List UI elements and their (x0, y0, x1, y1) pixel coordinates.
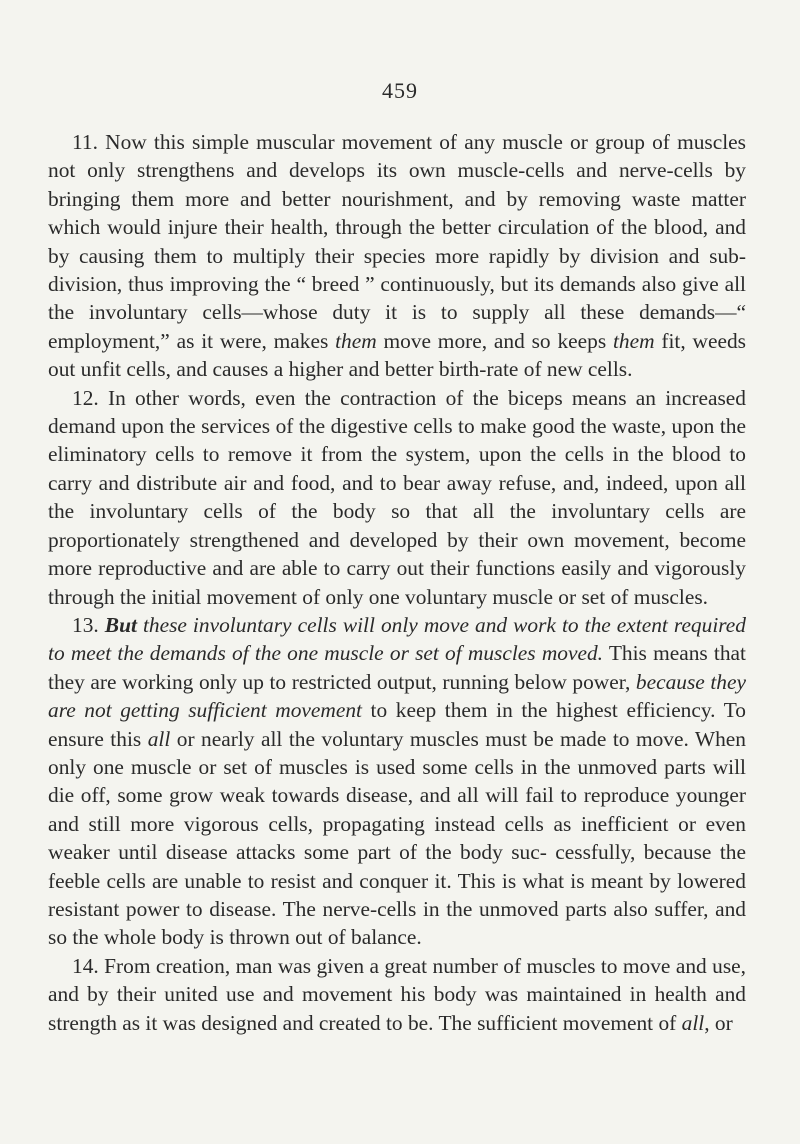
page-number: 459 (382, 78, 418, 103)
italic-text: them (612, 328, 655, 353)
body-text: From creation, man was given a great number of muscles to move and use, and by their united use and movement his body was maintained in health and strength as it was designed and created to be. The sufficient movement of (48, 953, 746, 1035)
paragraph-number: 13. (72, 612, 99, 637)
body-text: Now this simple muscular movement of any muscle or group of muscles not only strengthens and develops its own muscle-cells and nerve-cells by bringing them more and better nourishment, and by removing waste matter which would injure their health, through the better circulation of the blood, and by causing them to multiply their species more rapidly by division and sub-division, thus improving the “ breed ” continuously, but its demands also give all the involuntary cells—whose duty it is to supply all these demands—“ employment,” as it were, makes (48, 130, 746, 353)
paragraph-number: 12. (72, 385, 99, 410)
body-text: , or (704, 1010, 733, 1035)
body-text: move more, and so keeps (376, 328, 613, 353)
italic-text: these involuntary cells will only move and work to the extent required to meet the demands of the one muscle or set of muscles moved. (48, 612, 746, 666)
body-text: to keep them in the highest efficiency. To ensure this (48, 698, 746, 751)
italic-text: all (681, 1010, 705, 1035)
body-text: This means that they are working only up to restricted output, running below power, (48, 641, 746, 694)
body-text: In other words, even the contraction of the biceps means an increased demand upon the services of the digestive cells to make good the waste, upon the eliminatory cells to remove it from the system, upon the cells in the blood to carry and distribute air and food, and to bear away refuse, and, indeed, upon all the involuntary cells of the body so that all the involuntary cells are proportionately strengthened and developed by their own movement, become more reproductive and are able to carry out their functions easily and vigorously through the initial movement of only one voluntary muscle or set of muscles. (48, 385, 746, 609)
paragraph-14 (48, 952, 746, 1037)
paragraph-number: 11. (72, 130, 98, 154)
paragraph-12 (48, 384, 746, 611)
body-text: or nearly all the voluntary muscles must be made to move. When only one muscle or set of muscles is used some cells in the unmoved parts will die off, some grow weak towards disease, and all will fail to reproduce younger and still more vigorous cells, propagating instead cells as inefficient or even weaker until disease attacks some part of the body suc- cessfully, because the feeble cells are unable to resist and conquer it. This is what is meant by lowered resistant power to disease. The nerve-cells in the unmoved parts also suffer, and so the whole body is thrown out of balance. (48, 726, 746, 950)
italic-text: because they are not getting sufficient movement (48, 669, 746, 723)
bold-italic-text: But (104, 612, 137, 637)
paragraph-number: 14. (72, 953, 99, 978)
paragraph-11 (48, 128, 746, 384)
italic-text: them (335, 328, 377, 353)
page-body (48, 128, 746, 1037)
body-text: fit, weeds out unfit cells, and causes a higher and better birth-rate of new cells. (48, 328, 746, 382)
paragraph-13 (48, 611, 746, 952)
italic-text: all (147, 726, 171, 751)
